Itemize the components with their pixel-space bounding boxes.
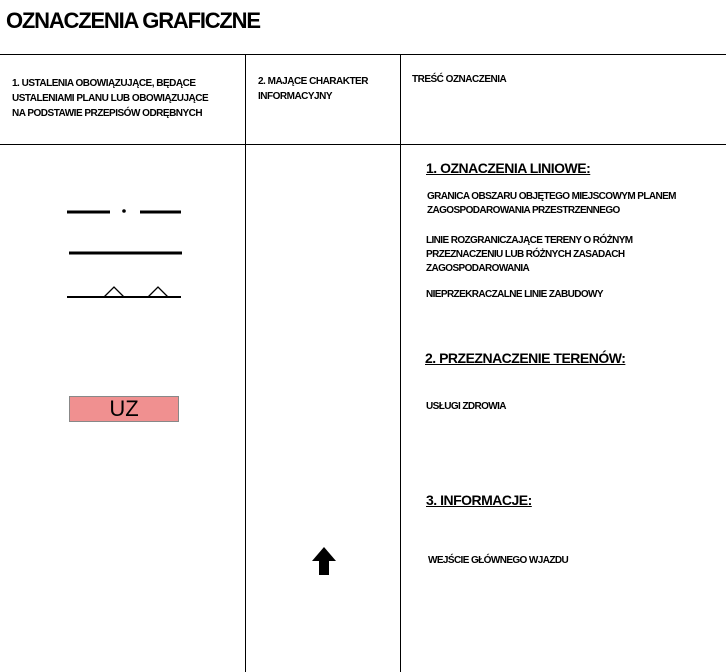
legend-item-health-services: USŁUGI ZDROWIA (426, 401, 506, 412)
legend-item-boundary: GRANICA OBSZARU OBJĘTEGO MIEJSCOWYM PLANEM ZAGOSPODAROWANIA PRZESTRZENNEGO (427, 191, 676, 216)
demarcation-line-symbol (60, 246, 190, 260)
zoning-symbol-uz (69, 396, 179, 422)
header-bottom-border (0, 144, 726, 145)
page-title: OZNACZENIA GRAFICZNE (6, 8, 260, 33)
building-line-symbol (60, 282, 190, 302)
header-col2: 2. MAJĄCE CHARAKTER INFORMACYJNY (258, 76, 368, 102)
zoning-symbol-label: UZ (109, 396, 139, 421)
column-divider-2 (400, 54, 401, 672)
header-col1: 1. USTALENIA OBOWIĄZUJĄCE, BĘDĄCE USTALENIAMI PLANU LUB OBOWIĄZUJĄCE NA PODSTAWIE PRZEPISÓW ODRĘBNYCH (12, 78, 209, 119)
legend-item-demarcation: LINIE ROZGRANICZAJĄCE TERENY O RÓŻNYM PRZEZNACZENIU LUB RÓŻNYCH ZASADACH ZAGOSPODAROWANIA (426, 235, 633, 274)
header-col3: TREŚĆ OZNACZENIA (412, 74, 507, 85)
up-arrow-icon (311, 546, 337, 576)
section-info-heading: 3. INFORMACJE: (426, 492, 532, 508)
legend-item-building-line: NIEPRZEKRACZALNE LINIE ZABUDOWY (426, 289, 603, 300)
column-divider-1 (245, 54, 246, 672)
section-zoning-heading: 2. PRZEZNACZENIE TERENÓW: (425, 350, 626, 366)
legend-item-main-entrance: WEJŚCIE GŁÓWNEGO WJAZDU (428, 555, 569, 566)
table-top-border (0, 54, 726, 55)
section-linear-heading: 1. OZNACZENIA LINIOWE: (426, 160, 591, 176)
plan-boundary-line-symbol (60, 204, 190, 220)
